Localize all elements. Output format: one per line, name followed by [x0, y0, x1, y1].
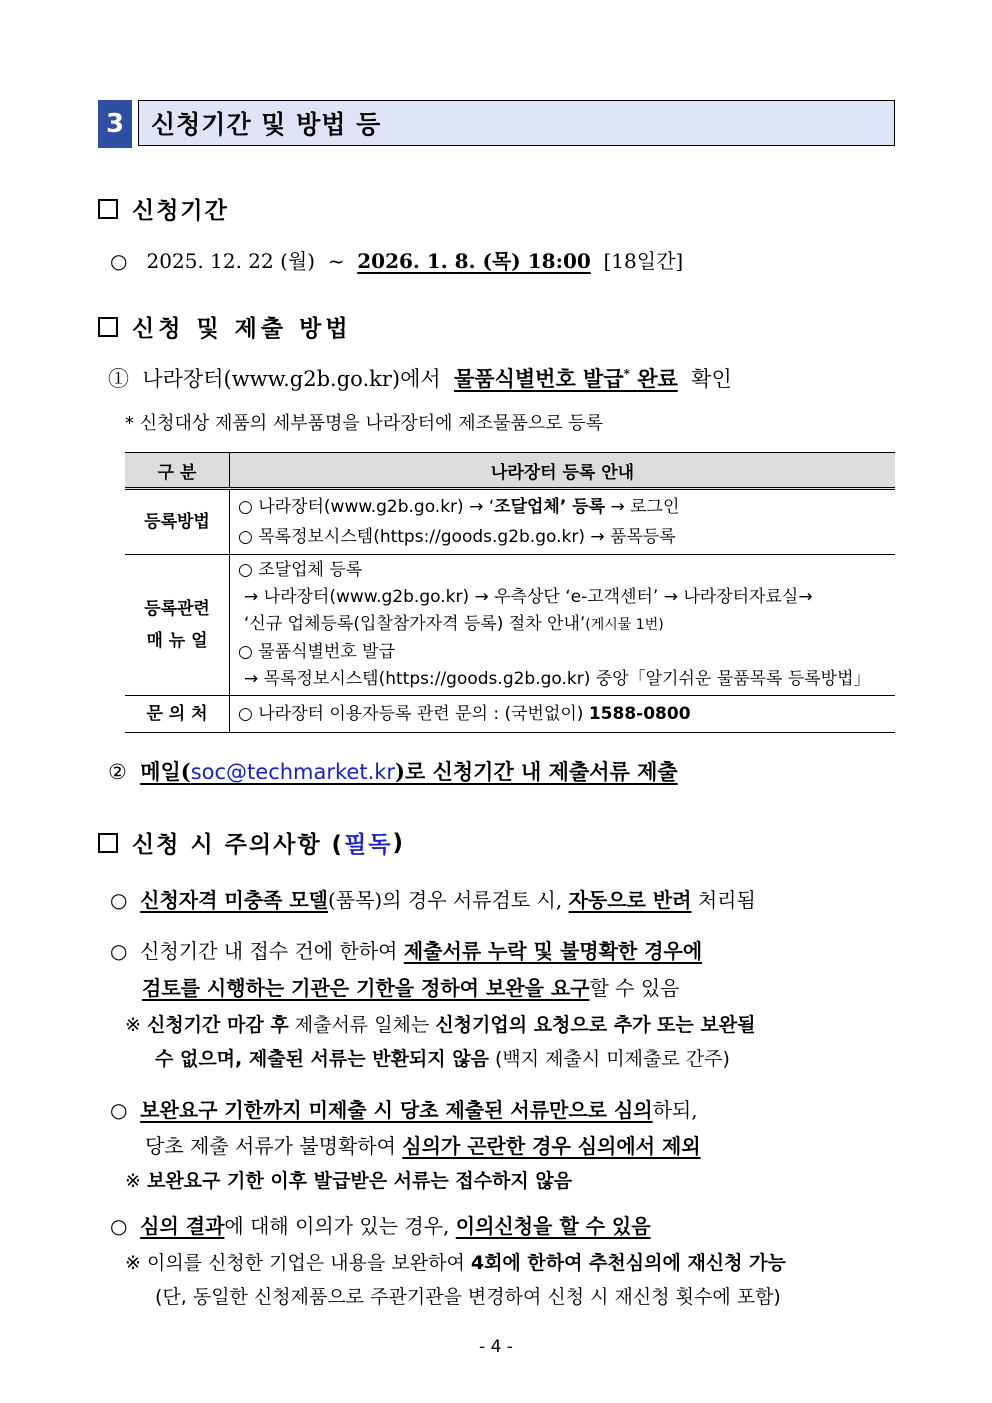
row-label: 등록관련 매 뉴 얼	[125, 555, 230, 696]
period-heading: 신청기간	[98, 192, 229, 225]
registration-table	[125, 452, 895, 733]
method-item-1: ① 나라장터(www.g2b.go.kr)에서 물품식별번호 발급* 완료 확인	[108, 366, 732, 391]
method-heading: 신청 및 제출 방법	[98, 310, 352, 343]
must-read-label: 필독	[344, 832, 393, 858]
section-number: 3	[98, 100, 132, 148]
caution-4: ○ 심의 결과에 대해 이의가 있는 경우, 이의신청을 할 수 있음	[110, 1214, 651, 1238]
caution-2: ○ 신청기간 내 접수 건에 한하여 제출서류 누락 및 불명확한 경우에	[110, 939, 703, 963]
period-start: 2025. 12. 22 (월)	[146, 249, 316, 273]
caution-2-cont: 검토를 시행하는 기관은 기한을 정하여 보완을 요구할 수 있음	[142, 976, 680, 1000]
row-label: 등록방법	[125, 489, 230, 555]
email-link[interactable]: soc@techmarket.kr	[190, 760, 396, 784]
method-note-1: * 신청대상 제품의 세부품명을 나라장터에 제조물품으로 등록	[125, 413, 604, 434]
section-title: 신청기간 및 방법 등	[138, 100, 895, 146]
checkbox-square-icon	[98, 317, 118, 337]
caution-2-note: ※ 신청기간 마감 후 제출서류 일체는 신청기업의 요청으로 추가 또는 보완될	[125, 1014, 756, 1036]
period-end: 2026. 1. 8. (목) 18:00	[357, 249, 591, 273]
caution-3-note: ※ 보완요구 기한 이후 발급받은 서류는 접수하지 않음	[125, 1170, 573, 1192]
caution-3: ○ 보완요구 기한까지 미제출 시 당초 제출된 서류만으로 심의하되,	[110, 1098, 698, 1122]
caution-4-note-cont: (단, 동일한 신청제품으로 주관기관을 변경하여 신청 시 재신청 횟수에 포함)	[155, 1286, 781, 1308]
table-row	[125, 696, 895, 733]
period-line: ○ 2025. 12. 22 (월) ~ 2026. 1. 8. (목) 18:00 [18일간]	[110, 249, 684, 273]
caution-heading: 신청 시 주의사항 ( 필독 )	[98, 826, 405, 859]
table-col-header: 나라장터 등록 안내	[230, 453, 896, 489]
row-label: 문 의 처	[125, 696, 230, 733]
caution-2-note-cont: 수 없으며, 제출된 서류는 반환되지 않음 (백지 제출시 미제출로 간주)	[155, 1048, 730, 1070]
caution-4-note: ※ 이의를 신청한 기업은 내용을 보완하여 4회에 한하여 추천심의에 재신청 가능	[125, 1252, 786, 1274]
section-header	[98, 100, 895, 148]
checkbox-square-icon	[98, 833, 118, 853]
period-days: [18일간]	[603, 249, 684, 273]
caution-1: ○ 신청자격 미충족 모델(품목)의 경우 서류검토 시, 자동으로 반려 처리됨	[110, 888, 756, 912]
emph-item-id: 물품식별번호 발급* 완료	[454, 366, 678, 391]
row-content: ○ 나라장터 이용자등록 관련 문의 : (국번없이) 1588-0800	[230, 696, 896, 733]
method-item-2: ② 메일(soc@techmarket.kr)로 신청기간 내 제출서류 제출	[108, 759, 678, 784]
table-row	[125, 489, 895, 555]
caution-3-cont: 당초 제출 서류가 불명확하여 심의가 곤란한 경우 심의에서 제외	[145, 1134, 701, 1158]
table-header-row	[125, 453, 895, 489]
table-col-header: 구 분	[125, 453, 230, 489]
row-content: ○ 조달업체 등록 → 나라장터(www.g2b.go.kr) → 우측상단 ‘e-고객센터’ → 나라장터자료실→ ‘신규 업체등록(입찰참가자격 등록) 절차 안내’(게시물 1번) ○ 물품식별번호 발급 → 목록정보시스템(https://goods.g2b.go.kr) 중앙「알기쉬운 물품목록 등록방법」	[230, 555, 896, 696]
row-content: ○ 나라장터(www.g2b.go.kr) → ‘조달업체’ 등록 → 로그인 ○ 목록정보시스템(https://goods.g2b.go.kr) → 품목등록	[230, 489, 896, 555]
checkbox-square-icon	[98, 199, 118, 219]
page-number: - 4 -	[479, 1337, 513, 1357]
table-row	[125, 555, 895, 696]
